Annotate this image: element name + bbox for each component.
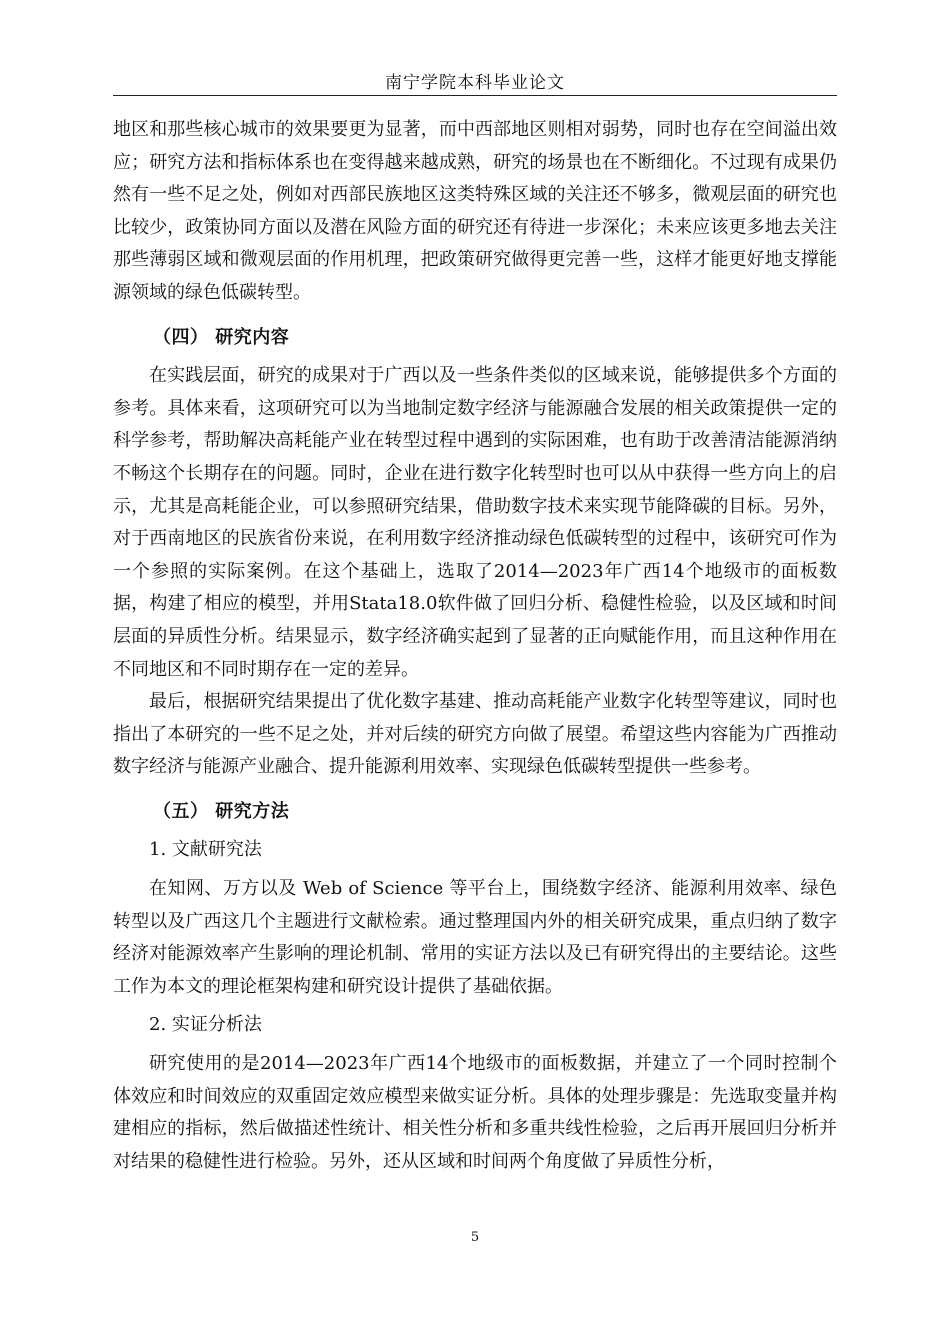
section-heading-research-methods: （五） 研究方法 [153,800,290,822]
paragraph-literature-method: 在知网、万方以及 Web of Science 等平台上，围绕数字经济、能源利用效率、绿色转型以及广西这几个主题进行文献检索。通过整理国内外的相关研究成果，重点归纳了数字经济对能源效率产生影响的理论机制、常用的实证方法以及已有研究得出的主要结论。这些工作为本文的理论框架构建和研究设计提供了基础依据。 [113,878,837,997]
page-header-title: 南宁学院本科毕业论文 [385,73,565,93]
header-divider [113,95,837,96]
paragraph-research-content: 在实践层面，研究的成果对于广西以及一些条件类似的区域来说，能够提供多个方面的参考。具体来看，这项研究可以为当地制定数字经济与能源融合发展的相关政策提供一定的科学参考，帮助解决高耗能产业在转型过程中遇到的实际困难，也有助于改善清洁能源消纳不畅这个长期存在的问题。同时，企业在进行数字化转型时也可以从中获得一些方向上的启示，尤其是高耗能企业，可以参照研究结果，借助数字技术来实现节能降碳的目标。另外，对于西南地区的民族省份来说，在利用数字经济推动绿色低碳转型的过程中，该研究可作为一个参照的实际案例。在这个基础上，选取了2014—2023年广西14个地级市的面板数据，构建了相应的模型，并用Stata18.0软件做了回归分析、稳健性检验，以及区域和时间层面的异质性分析。结果显示，数字经济确实起到了显著的正向赋能作用，而且这种作用在不同地区和不同时期存在一定的差异。 [113,365,837,680]
document-body [113,114,837,1178]
paragraph-research-conclusion: 最后，根据研究结果提出了优化数字基建、推动高耗能产业数字化转型等建议，同时也指出了本研究的一些不足之处，并对后续的研究方向做了展望。希望这些内容能为广西推动数字经济与能源产业融合、提升能源利用效率、实现绿色低碳转型提供一些参考。 [113,691,837,778]
paragraph-empirical-method: 研究使用的是2014—2023年广西14个地级市的面板数据，并建立了一个同时控制个体效应和时间效应的双重固定效应模型来做实证分析。具体的处理步骤是：先选取变量并构建相应的指标，然后做描述性统计、相关性分析和多重共线性检验，之后再开展回归分析并对结果的稳健性进行检验。另外，还从区域和时间两个角度做了异质性分析， [113,1053,837,1172]
page-number: 5 [470,1230,480,1245]
subheading-literature-method: 1. 文献研究法 [149,839,262,861]
subheading-empirical-method: 2. 实证分析法 [149,1014,262,1036]
section-heading-research-content: （四） 研究内容 [153,326,290,348]
paragraph-continuation: 地区和那些核心城市的效果要更为显著，而中西部地区则相对弱势，同时也存在空间溢出效应；研究方法和指标体系也在变得越来越成熟，研究的场景也在不断细化。不过现有成果仍然有一些不足之处，例如对西部民族地区这类特殊区域的关注还不够多，微观层面的研究也比较少，政策协同方面以及潜在风险方面的研究还有待进一步深化；未来应该更多地去关注那些薄弱区域和微观层面的作用机理，把政策研究做得更完善一些，这样才能更好地支撑能源领域的绿色低碳转型。 [113,119,837,303]
